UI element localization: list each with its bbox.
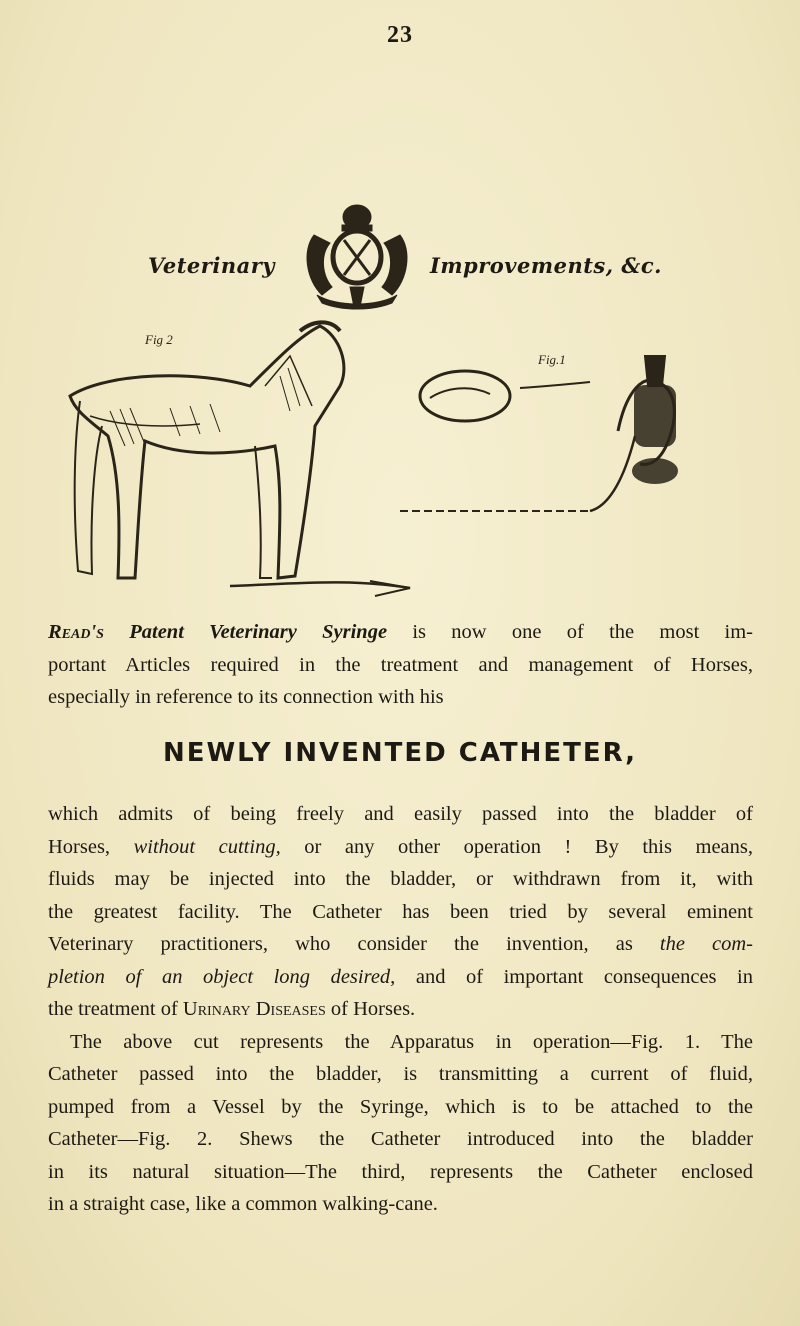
- intro-product-title: Patent Veterinary Syringe: [129, 621, 388, 643]
- headline: NEWLY INVENTED CATHETER,: [162, 738, 638, 768]
- running-header: [0, 195, 800, 315]
- fig2-label: Fig 2: [145, 332, 173, 347]
- fig1-label: Fig.1: [538, 352, 566, 367]
- body-line-12: in its natural situation—The third, represents the Catheter enclosed: [48, 1160, 753, 1183]
- intro-paragraph: [48, 616, 753, 714]
- body-emphasis-without-cutting: without cutting,: [133, 835, 281, 858]
- intro-line3: especially in reference to its connection with his: [48, 686, 444, 708]
- intro-name: Read's: [48, 621, 104, 643]
- body-line-4: the greatest facility. The Catheter has been tried by several eminent: [48, 900, 753, 923]
- body-line-2: Horses, without cutting, or any other operation ! By this means,: [48, 835, 754, 858]
- page-number: 23: [387, 22, 413, 48]
- intro-line1-rest: is now one of the most im-: [412, 621, 754, 643]
- header-right-title: Improvements, &c.: [430, 253, 662, 278]
- body-line-13: in a straight case, like a common walking-cane.: [48, 1193, 438, 1215]
- body-line-7: the treatment of Urinary Diseases of Horses.: [48, 998, 416, 1020]
- body-line-11: Catheter—Fig. 2. Shews the Catheter introduced into the bladder: [48, 1128, 753, 1150]
- body-line-3: fluids may be injected into the bladder, or withdrawn from it, with: [48, 868, 753, 890]
- body-line-10: pumped from a Vessel by the Syringe, which is to be attached to the: [48, 1095, 753, 1118]
- body-line-1: which admits of being freely and easily passed into the bladder of: [48, 803, 753, 825]
- header-left-title: Veterinary: [148, 253, 275, 278]
- body-line-9: Catheter passed into the bladder, is transmitting a current of fluid,: [48, 1063, 753, 1085]
- body-line-6: pletion of an object long desired, and of important consequences in: [48, 965, 754, 988]
- intro-line2: portant Articles required in the treatment and management of Horses,: [48, 653, 753, 676]
- catheter-illustration: [50, 316, 750, 616]
- body-line-8: The above cut represents the Apparatus in operation—Fig. 1. The: [70, 1030, 753, 1053]
- body-paragraph: [48, 798, 753, 1221]
- body-line-5: Veterinary practitioners, who consider the invention, as the com-: [48, 933, 754, 955]
- royal-crest-emblem: [292, 195, 422, 310]
